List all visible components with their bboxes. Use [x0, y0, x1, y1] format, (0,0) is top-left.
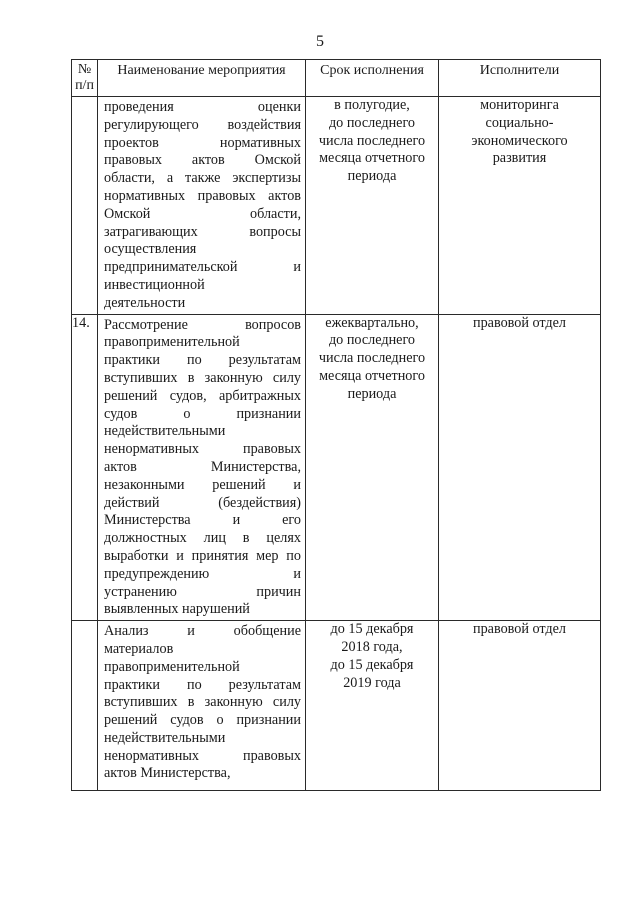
- measures-table: [71, 59, 601, 791]
- table-row: [72, 97, 601, 315]
- deadline-line: 2019 года: [343, 674, 401, 691]
- measure-name-line: ненормативных правовых: [104, 747, 301, 764]
- measure-name-line: Анализ и обобщение: [104, 623, 301, 640]
- measure-name-line: вступивших в законную силу: [104, 694, 301, 711]
- measure-name-line: проведения оценки: [104, 99, 301, 115]
- measure-name-line: деятельности: [104, 294, 186, 311]
- header-executors-label: Исполнители: [479, 63, 560, 78]
- deadline-line: 2018 года,: [341, 638, 403, 655]
- executors-cell: [439, 314, 601, 621]
- table-row: [72, 314, 601, 621]
- measure-name-line: практики по результатам: [104, 676, 301, 693]
- measure-name-line: предупреждению и: [104, 565, 301, 582]
- measure-name-line: выявленных нарушений: [104, 601, 250, 618]
- deadline-cell: [306, 97, 439, 315]
- executor-line: экономического: [471, 132, 568, 149]
- measure-name-line: затрагивающих вопросы: [104, 223, 301, 240]
- measure-name-line: инвестиционной: [104, 276, 205, 293]
- measure-name-line: нормативных правовых актов: [104, 187, 301, 204]
- deadline-line: числа последнего: [318, 132, 426, 149]
- deadline-cell: [306, 314, 439, 621]
- executors-cell: [439, 97, 601, 315]
- measure-name-line: правовых актов Омской: [104, 152, 301, 169]
- measure-name-line: действий (бездействия): [104, 494, 301, 511]
- measure-name-line: Рассмотрение вопросов: [104, 316, 301, 333]
- table-row: [72, 621, 601, 791]
- deadline-line: месяца отчетного: [319, 150, 425, 167]
- measure-name-cell: [98, 621, 306, 791]
- measure-name-line: решений судов о признании: [104, 712, 301, 729]
- measure-name-line: Омской области,: [104, 205, 301, 222]
- deadline-line: до последнего: [328, 114, 416, 131]
- deadline-line: периода: [347, 385, 397, 402]
- header-num-label: № п/п: [75, 62, 94, 93]
- measure-name-line: осуществления: [104, 241, 197, 258]
- executors-cell: [439, 621, 601, 791]
- measure-name-line: ненормативных правовых: [104, 441, 301, 458]
- deadline-line: в полугодие,: [334, 97, 410, 113]
- measure-name-line: правоприменительной: [104, 658, 240, 675]
- executor-line: правовой отдел: [472, 621, 567, 638]
- table-header-row: [72, 60, 601, 97]
- measure-name-line: области, а также экспертизы: [104, 170, 301, 187]
- measure-name-line: материалов: [104, 640, 174, 657]
- deadline-line: до 15 декабря: [330, 621, 414, 638]
- measure-name-line: регулирующего воздействия: [104, 116, 301, 133]
- deadline-line: месяца отчетного: [319, 367, 425, 384]
- executor-line: правовой отдел: [472, 314, 567, 331]
- executor-line: социально-: [485, 114, 554, 131]
- header-num: [72, 60, 98, 97]
- deadline-line: ежеквартально,: [325, 314, 419, 331]
- row-number: 14.: [72, 314, 98, 621]
- header-deadline-label: Срок исполнения: [320, 63, 424, 78]
- header-name-label: Наименование мероприятия: [117, 63, 286, 78]
- measure-name-line: недействительными: [104, 423, 226, 440]
- row-number: [72, 97, 98, 315]
- measure-name-line: актов Министерства,: [104, 765, 231, 782]
- measure-name-line: незаконными решений и: [104, 476, 301, 493]
- deadline-line: периода: [347, 168, 397, 185]
- measure-name-line: предпринимательской и: [104, 259, 301, 276]
- measure-name-line: устранению причин: [104, 583, 301, 600]
- executor-line: развития: [492, 150, 547, 167]
- deadline-line: до последнего: [328, 332, 416, 349]
- measure-name-line: решений судов, арбитражных: [104, 387, 301, 404]
- measure-name-line: судов о признании: [104, 405, 301, 422]
- measure-name-line: правоприменительной: [104, 334, 240, 351]
- deadline-cell: [306, 621, 439, 791]
- page-number: 5: [316, 33, 324, 50]
- measure-name-cell: [98, 314, 306, 621]
- measure-name-line: актов Министерства,: [104, 458, 301, 475]
- measure-name-line: должностных лиц в целях: [104, 530, 301, 547]
- measure-name-line: практики по результатам: [104, 352, 301, 369]
- header-executors: [439, 60, 601, 97]
- measure-name-line: вступивших в законную силу: [104, 369, 301, 386]
- measure-name-line: выработки и принятия мер по: [104, 547, 301, 564]
- measure-name-line: проектов нормативных: [104, 134, 301, 151]
- header-name: [98, 60, 306, 97]
- deadline-line: числа последнего: [318, 350, 426, 367]
- measure-name-line: недействительными: [104, 729, 226, 746]
- measure-name-line: Министерства и его: [104, 512, 301, 529]
- row-number: [72, 621, 98, 791]
- header-deadline: [306, 60, 439, 97]
- executor-line: мониторинга: [480, 97, 559, 113]
- measure-name-cell: [98, 97, 306, 315]
- deadline-line: до 15 декабря: [330, 656, 414, 673]
